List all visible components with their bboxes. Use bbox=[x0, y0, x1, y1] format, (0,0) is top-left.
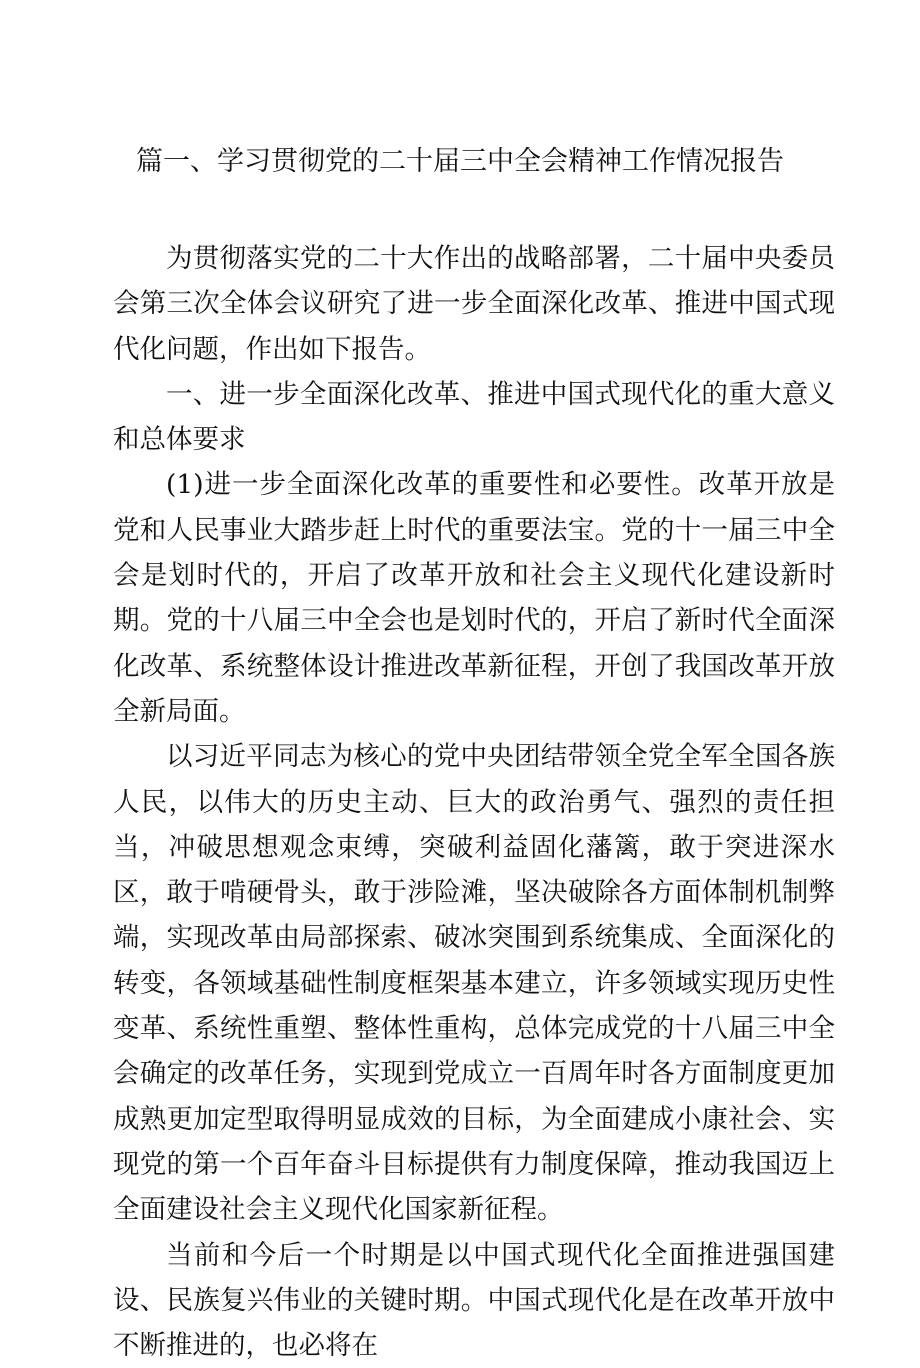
body-paragraph: 当前和今后一个时期是以中国式现代化全面推进强国建设、民族复兴伟业的关键时期。中国式现代化是在改革开放中不断推进的，也必将在 bbox=[113, 1239, 835, 1362]
section-heading: 一、进一步全面深化改革、推进中国式现代化的重大意义和总体要求 bbox=[113, 378, 835, 456]
document-body bbox=[113, 236, 835, 1368]
intro-paragraph: 为贯彻落实党的二十大作出的战略部署，二十届中央委员会第三次全体会议研究了进一步全面深化改革、推进中国式现代化问题，作出如下报告。 bbox=[113, 243, 835, 365]
body-paragraph: 以习近平同志为核心的党中央团结带领全党全军全国各族人民，以伟大的历史主动、巨大的政治勇气、强烈的责任担当，冲破思想观念束缚，突破利益固化藩篱，敢于突进深水区，敢于啃硬骨头，敢于涉险滩，坚决破除各方面体制机制弊端，实现改革由局部探索、破冰突围到系统集成、全面深化的转变，各领域基础性制度框架基本建立，许多领域实现历史性变革、系统性重塑、整体性重构，总体完成党的十八届三中全会确定的改革任务，实现到党成立一百周年时各方面制度更加成熟更加定型取得明显成效的目标，为全面建成小康社会、实现党的第一个百年奋斗目标提供有力制度保障，推动我国迈上全面建设社会主义现代化国家新征程。 bbox=[113, 741, 835, 1226]
document-title: 篇一、学习贯彻党的二十届三中全会精神工作情况报告 bbox=[136, 146, 784, 177]
body-paragraph: (1)进一步全面深化改革的重要性和必要性。改革开放是党和人民事业大踏步赶上时代的重要法宝。党的十一届三中全会是划时代的，开启了改革开放和社会主义现代化建设新时期。党的十八届三中全会也是划时代的，开启了新时代全面深化改革、系统整体设计推进改革新征程，开创了我国改革开放全新局面。 bbox=[113, 469, 835, 727]
